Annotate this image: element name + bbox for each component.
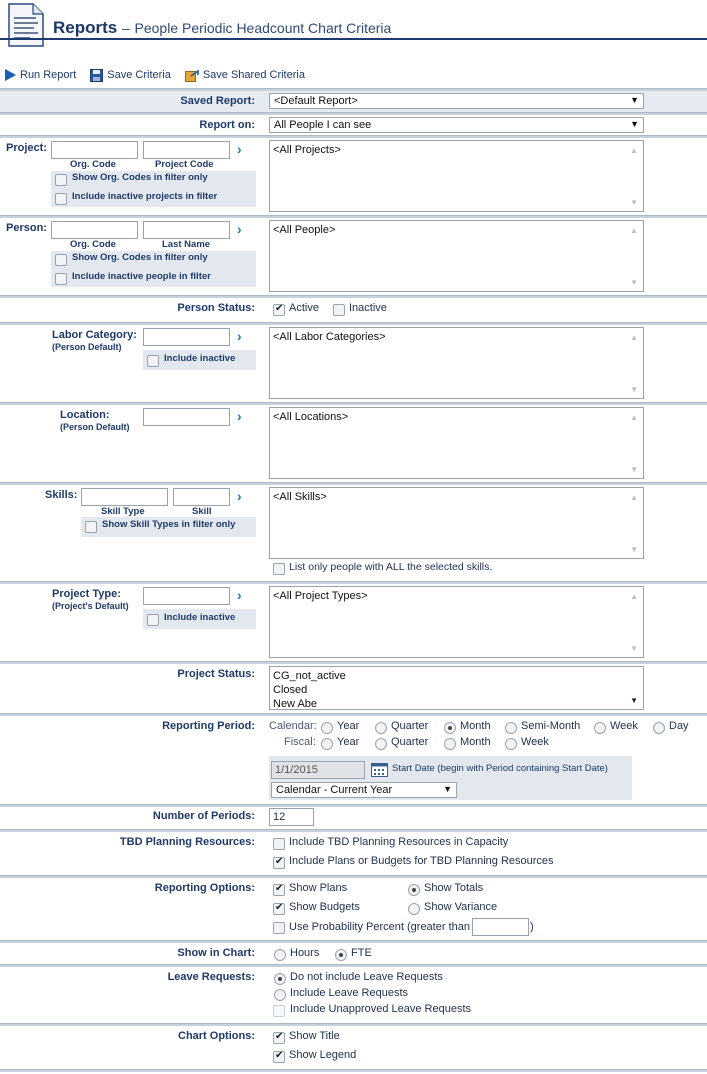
- labor-category-input[interactable]: [143, 328, 230, 346]
- leave-exclude-radio[interactable]: [274, 973, 286, 985]
- project-type-include-inactive-label: Include inactive: [164, 612, 236, 623]
- shared-save-icon: [185, 69, 199, 82]
- labor-category-sublabel: (Person Default): [52, 342, 122, 352]
- project-include-inactive-label: Include inactive projects in filter: [72, 191, 218, 202]
- cal-month-radio[interactable]: [444, 722, 456, 734]
- scroll-up-icon[interactable]: ▲: [630, 413, 638, 422]
- row-divider: [0, 112, 707, 115]
- page-title: Reports – People Periodic Headcount Chart Criteria: [53, 18, 392, 37]
- probability-input[interactable]: [472, 918, 529, 936]
- scroll-down-icon[interactable]: ▼: [630, 278, 638, 287]
- chart-hours-label: Hours: [290, 947, 320, 959]
- fis-week-label: Week: [521, 736, 549, 748]
- report-on-value: All People I can see: [274, 119, 372, 131]
- cal-week-radio[interactable]: [594, 722, 606, 734]
- row-divider: [0, 713, 707, 716]
- chart-fte-label: FTE: [351, 947, 372, 959]
- project-label: Project:: [6, 142, 47, 154]
- leave-requests-label: Leave Requests:: [167, 971, 255, 983]
- scroll-down-icon[interactable]: ▼: [630, 465, 638, 474]
- show-title-checkbox[interactable]: [273, 1032, 285, 1044]
- all-skills-checkbox[interactable]: [273, 563, 285, 575]
- scroll-down-icon[interactable]: ▼: [630, 385, 638, 394]
- location-listbox[interactable]: [269, 407, 644, 479]
- saved-report-value: <Default Report>: [274, 95, 358, 107]
- show-in-chart-label: Show in Chart:: [177, 947, 255, 959]
- row-divider: [0, 661, 707, 664]
- location-list-item[interactable]: <All Locations>: [273, 411, 349, 423]
- row-divider: [0, 940, 707, 943]
- leave-include-radio[interactable]: [274, 989, 286, 1001]
- saved-report-label: Saved Report:: [180, 95, 255, 107]
- skill-type-caption: Skill Type: [101, 506, 145, 517]
- toolbar: [4, 67, 305, 83]
- project-listbox[interactable]: [269, 140, 644, 212]
- report-on-select[interactable]: [269, 117, 644, 133]
- show-totals-label: Show Totals: [424, 882, 484, 894]
- project-code-caption: Project Code: [155, 159, 214, 170]
- cal-day-label: Day: [669, 720, 689, 732]
- show-variance-label: Show Variance: [424, 901, 498, 913]
- skills-label: Skills:: [45, 489, 78, 501]
- labor-category-label: Labor Category:: [52, 329, 137, 341]
- dropdown-arrow-icon: ▼: [630, 95, 639, 105]
- show-variance-radio[interactable]: [408, 903, 420, 915]
- project-type-include-inactive-checkbox[interactable]: [147, 614, 159, 626]
- fis-year-radio[interactable]: [321, 738, 333, 750]
- cal-quarter-radio[interactable]: [375, 722, 387, 734]
- project-go-icon[interactable]: ›: [237, 141, 242, 157]
- leave-include-label: Include Leave Requests: [290, 987, 409, 999]
- tbd-label: TBD Planning Resources:: [119, 836, 255, 848]
- show-totals-radio[interactable]: [408, 884, 420, 896]
- skill-caption: Skill: [192, 506, 212, 517]
- tbd-plans-label: Include Plans or Budgets for TBD Planning Resources: [289, 855, 554, 867]
- report-on-label: Report on:: [199, 119, 255, 131]
- fis-quarter-radio[interactable]: [375, 738, 387, 750]
- row-divider: [0, 1023, 707, 1026]
- fis-quarter-label: Quarter: [391, 736, 429, 748]
- scroll-down-icon[interactable]: ▼: [630, 644, 638, 653]
- row-divider: [0, 581, 707, 584]
- person-status-label: Person Status:: [177, 302, 255, 314]
- project-include-inactive-checkbox[interactable]: [55, 193, 67, 205]
- list-item[interactable]: CG_not_active: [273, 670, 346, 682]
- show-budgets-label: Show Budgets: [289, 901, 360, 913]
- leave-unapproved-checkbox[interactable]: [273, 1005, 285, 1017]
- row-divider: [0, 804, 707, 807]
- reporting-period-label: Reporting Period:: [162, 720, 255, 732]
- status-inactive-checkbox[interactable]: [333, 304, 345, 316]
- cal-year-radio[interactable]: [321, 722, 333, 734]
- cal-day-radio[interactable]: [653, 722, 665, 734]
- start-date-hint: Start Date (begin with Period containing Start Date): [392, 763, 608, 774]
- project-show-org-codes-label: Show Org. Codes in filter only: [72, 172, 208, 183]
- all-skills-label: List only people with ALL the selected skills.: [289, 561, 493, 573]
- calendar-icon[interactable]: [371, 762, 388, 777]
- last-name-caption: Last Name: [162, 239, 211, 250]
- list-item[interactable]: Closed: [273, 684, 308, 696]
- header-divider: [0, 38, 707, 40]
- probability-checkbox[interactable]: [273, 922, 285, 934]
- dropdown-arrow-icon: ▼: [443, 784, 452, 794]
- person-org-code-input[interactable]: [51, 221, 138, 239]
- show-skill-types-label: Show Skill Types in filter only: [102, 519, 236, 530]
- period-preset-select[interactable]: [271, 782, 457, 798]
- project-type-label: Project Type:: [52, 588, 121, 600]
- save-criteria-label: Save Criteria: [107, 69, 171, 81]
- row-divider: [0, 482, 707, 485]
- period-preset-value: Calendar - Current Year: [276, 784, 393, 796]
- row-divider: [0, 829, 707, 832]
- org-code-caption: Org. Code: [70, 239, 116, 250]
- project-code-input[interactable]: [143, 141, 230, 159]
- scroll-down-icon[interactable]: ▼: [630, 198, 638, 207]
- project-type-listbox[interactable]: [269, 586, 644, 658]
- run-report-label: Run Report: [20, 69, 77, 81]
- leave-unapproved-label: Include Unapproved Leave Requests: [290, 1003, 472, 1015]
- play-icon: [4, 69, 16, 81]
- location-sublabel: (Person Default): [60, 422, 130, 432]
- person-listbox[interactable]: [269, 220, 644, 292]
- person-go-icon[interactable]: ›: [237, 221, 242, 237]
- tbd-capacity-checkbox[interactable]: [273, 838, 285, 850]
- tbd-plans-checkbox[interactable]: [273, 857, 285, 869]
- fis-month-label: Month: [460, 736, 491, 748]
- list-item[interactable]: New Abe: [273, 698, 318, 710]
- location-go-icon[interactable]: ›: [237, 408, 242, 424]
- start-date-input[interactable]: 1/1/2015: [271, 761, 365, 779]
- project-show-org-codes-checkbox[interactable]: [55, 174, 67, 186]
- person-show-org-codes-label: Show Org. Codes in filter only: [72, 252, 208, 263]
- run-report-button[interactable]: [4, 69, 76, 81]
- person-show-org-codes-checkbox[interactable]: [55, 254, 67, 266]
- row-divider: [0, 215, 707, 218]
- scroll-up-icon[interactable]: ▲: [630, 226, 638, 235]
- save-shared-criteria-button[interactable]: [185, 69, 305, 82]
- cal-quarter-label: Quarter: [391, 720, 429, 732]
- skills-list-item[interactable]: <All Skills>: [273, 491, 327, 503]
- dropdown-arrow-icon: ▼: [630, 119, 639, 129]
- person-include-inactive-checkbox[interactable]: [55, 273, 67, 285]
- show-plans-label: Show Plans: [289, 882, 348, 894]
- reporting-options-label: Reporting Options:: [154, 882, 255, 894]
- skills-go-icon[interactable]: ›: [237, 488, 242, 504]
- chart-hours-radio[interactable]: [274, 949, 286, 961]
- fiscal-label: Fiscal:: [284, 736, 316, 748]
- skill-type-input[interactable]: [81, 488, 168, 506]
- fis-month-radio[interactable]: [444, 738, 456, 750]
- skill-input[interactable]: [173, 488, 230, 506]
- fis-week-radio[interactable]: [505, 738, 517, 750]
- chart-options-label: Chart Options:: [178, 1030, 255, 1042]
- labor-category-listbox[interactable]: [269, 327, 644, 399]
- scroll-down-icon[interactable]: ▼: [630, 545, 638, 554]
- calendar-label: Calendar:: [269, 720, 317, 732]
- project-list-item[interactable]: <All Projects>: [273, 144, 341, 156]
- save-shared-criteria-label: Save Shared Criteria: [202, 69, 305, 81]
- show-skill-types-checkbox[interactable]: [85, 521, 97, 533]
- probability-label: Use Probability Percent (greater than: [289, 921, 470, 933]
- location-label: Location:: [60, 409, 110, 421]
- location-input[interactable]: [143, 408, 230, 426]
- chart-fte-radio[interactable]: [335, 949, 347, 961]
- person-list-item[interactable]: <All People>: [273, 224, 336, 236]
- project-type-sublabel: (Project's Default): [52, 601, 129, 611]
- scroll-up-icon[interactable]: ▲: [630, 493, 638, 502]
- row-divider: [0, 1069, 707, 1072]
- row-divider: [0, 322, 707, 325]
- row-divider: [0, 964, 707, 967]
- save-criteria-button[interactable]: [90, 69, 171, 82]
- saved-report-select[interactable]: [269, 93, 644, 109]
- cal-month-label: Month: [460, 720, 491, 732]
- row-divider: [0, 295, 707, 298]
- person-label: Person:: [6, 222, 47, 234]
- floppy-disk-icon: [90, 69, 103, 82]
- scroll-up-icon[interactable]: ▲: [630, 592, 638, 601]
- labor-list-item[interactable]: <All Labor Categories>: [273, 331, 386, 343]
- row-divider: [0, 135, 707, 138]
- show-plans-checkbox[interactable]: [273, 884, 285, 896]
- row-divider: [0, 875, 707, 878]
- skills-listbox[interactable]: [269, 487, 644, 559]
- status-active-checkbox[interactable]: [273, 304, 285, 316]
- show-legend-label: Show Legend: [289, 1049, 357, 1061]
- status-inactive-label: Inactive: [349, 302, 387, 314]
- num-periods-input[interactable]: 12: [269, 808, 314, 826]
- probability-close-paren: ): [530, 921, 534, 933]
- scroll-up-icon[interactable]: ▲: [630, 146, 638, 155]
- project-status-label: Project Status:: [177, 668, 255, 680]
- labor-go-icon[interactable]: ›: [237, 328, 242, 344]
- project-type-go-icon[interactable]: ›: [237, 587, 242, 603]
- org-code-caption: Org. Code: [70, 159, 116, 170]
- cal-year-label: Year: [337, 720, 360, 732]
- num-periods-label: Number of Periods:: [152, 810, 255, 822]
- tbd-capacity-label: Include TBD Planning Resources in Capacity: [289, 836, 509, 848]
- scroll-down-icon[interactable]: ▼: [630, 696, 638, 705]
- leave-exclude-label: Do not include Leave Requests: [290, 971, 443, 983]
- fis-year-label: Year: [337, 736, 360, 748]
- project-org-code-input[interactable]: [51, 141, 138, 159]
- labor-include-inactive-checkbox[interactable]: [147, 355, 159, 367]
- show-legend-checkbox[interactable]: [273, 1051, 285, 1063]
- project-type-list-item[interactable]: <All Project Types>: [273, 590, 368, 602]
- project-status-listbox[interactable]: [269, 666, 644, 710]
- status-active-label: Active: [289, 302, 319, 314]
- row-divider: [0, 402, 707, 405]
- person-last-name-input[interactable]: [143, 221, 230, 239]
- show-title-label: Show Title: [289, 1030, 340, 1042]
- project-type-input[interactable]: [143, 587, 230, 605]
- report-document-icon: [6, 3, 46, 47]
- person-include-inactive-label: Include inactive people in filter: [72, 271, 211, 282]
- scroll-up-icon[interactable]: ▲: [630, 333, 638, 342]
- show-budgets-checkbox[interactable]: [273, 903, 285, 915]
- cal-semi-month-label: Semi-Month: [521, 720, 581, 732]
- cal-week-label: Week: [610, 720, 638, 732]
- labor-include-inactive-label: Include inactive: [164, 353, 236, 364]
- cal-semi-month-radio[interactable]: [505, 722, 517, 734]
